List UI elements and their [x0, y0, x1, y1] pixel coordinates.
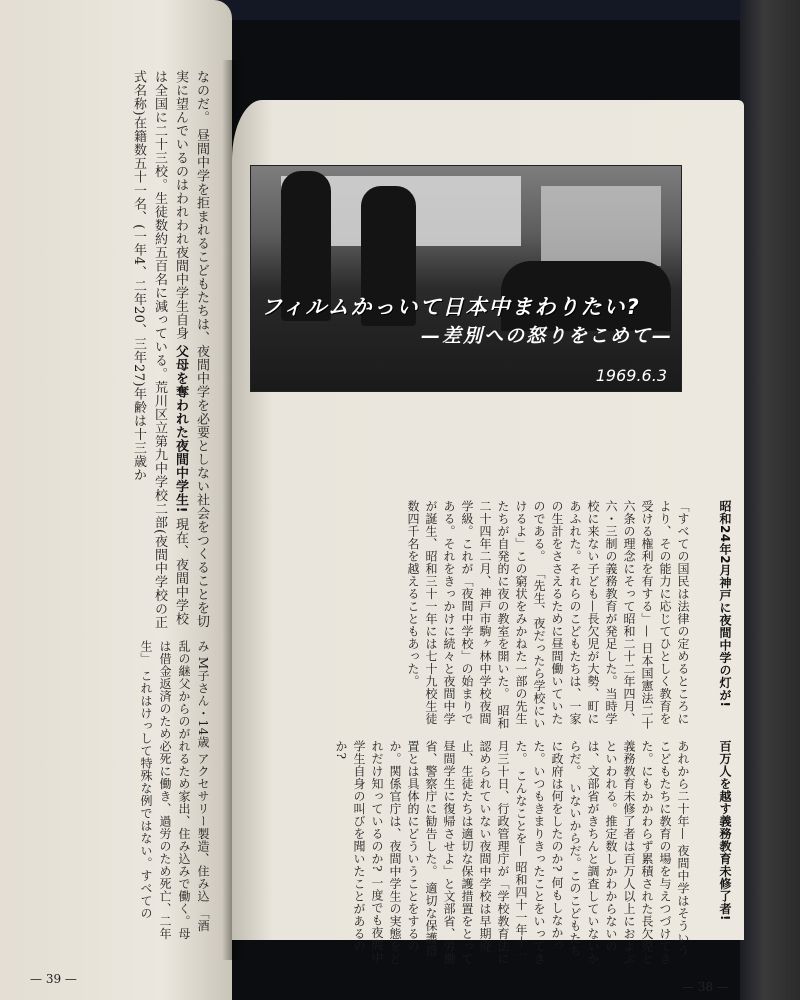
- left-page-body-bottom: み M子さん・14歳 アクセサリー製造、住み込 「酒乱の継父からのがれるため家出、住み込みで働く。母は借金返済のため必死に働き、過労のため死亡、二年生」 これはけっして特殊な例ではない。すべての: [139, 640, 210, 940]
- right-page-heading-1: 昭和24年2月神戸に夜間中学の灯が!: [718, 500, 732, 708]
- photo-subcaption: —差別への怒りをこめて—: [421, 325, 674, 347]
- left-page-number: — 39 —: [30, 972, 77, 986]
- left-page-body-top: [12, 70, 212, 630]
- left-page-text-top: なのだ。 昼間中学を拒まれるこどもたちは、夜間中学を必要としない社会をつくることを切実に望んでいるのはわれわれ夜間中学生自身: [173, 70, 209, 629]
- photo-date: 1969.6.3: [595, 366, 667, 385]
- right-page-heading-2: 百万人を越す義務教育未修了者!: [718, 740, 732, 921]
- classroom-photo: [250, 165, 682, 392]
- right-page-number: — 38 —: [682, 980, 729, 994]
- left-page-section-heading: 父母を奪われた夜間中学生!: [173, 344, 188, 514]
- left-page: [0, 0, 232, 1000]
- left-page-text-main: 現在、夜間中学校は全国に二十三校。生徒数約五百名に減っている。荒川区立第九中学校二部(夜間中学校の正式名称)在籍数五十一名、(一年4、二年20、三年27)年齢は十三歳か: [131, 70, 188, 630]
- photo-caption: フィルムかっいて日本中まわりたい?: [261, 295, 641, 319]
- background-edge: [740, 0, 800, 1000]
- right-page-body-2: あれから二十年— 夜間中学はそういうこどもたちに教育の場を与えつづけてきた。にもかかわらず累積された長欠児と義務教育未修了者は百万人以上におよぶといわれる。推定数しかわからないのは、文部省がきちんと調査していないからだ。 いないからだ。このこどもたちに政府は何をしたのか? 何もしなかった。いつもきまりきったことをいってきた。 こんなことを— 昭和四十一年十一月三十日、行政管理庁が「学校教育法に認められていない夜間中学校は早期廃止、生徒たちは適切な保護措置をとって昼間学生に復帰させよ」と文部省、労働省、警察庁に勧告した。 適切な保護措置とは具体的にどういうことをするのか。関係官庁は、夜間中学生の実態をどれだけ知っているのか? 一度でも夜間中学生自身の叫びを聞いたことがあるのか?: [334, 740, 690, 965]
- photo-window: [541, 186, 661, 266]
- right-page-body-1: 「すべての国民は法律の定めるところにより、その能力に応じてひとしく教育を受ける権利を有する」— 日本国憲法二十六条の理念にそって昭和二十二年四月、六・三制の義務教育が発足した。当時学校に来ない子ども—長欠児が大勢、町にあふれた。それらのこどもたちは、一家の生計をささえるために昼間働いていたのである。 「先生、夜だったら学校にいけるよ」この窮状をみかねた一部の先生たちが自発的に夜の教室を開いた。 昭和二十四年二月、神戸市駒ヶ林中学校夜間学級。これが「夜間中学校」の始まりである。それをきっかけに続々と夜間中学が誕生、昭和三十一年には七十九校生徒数四千名を越えることもあった。: [406, 500, 690, 730]
